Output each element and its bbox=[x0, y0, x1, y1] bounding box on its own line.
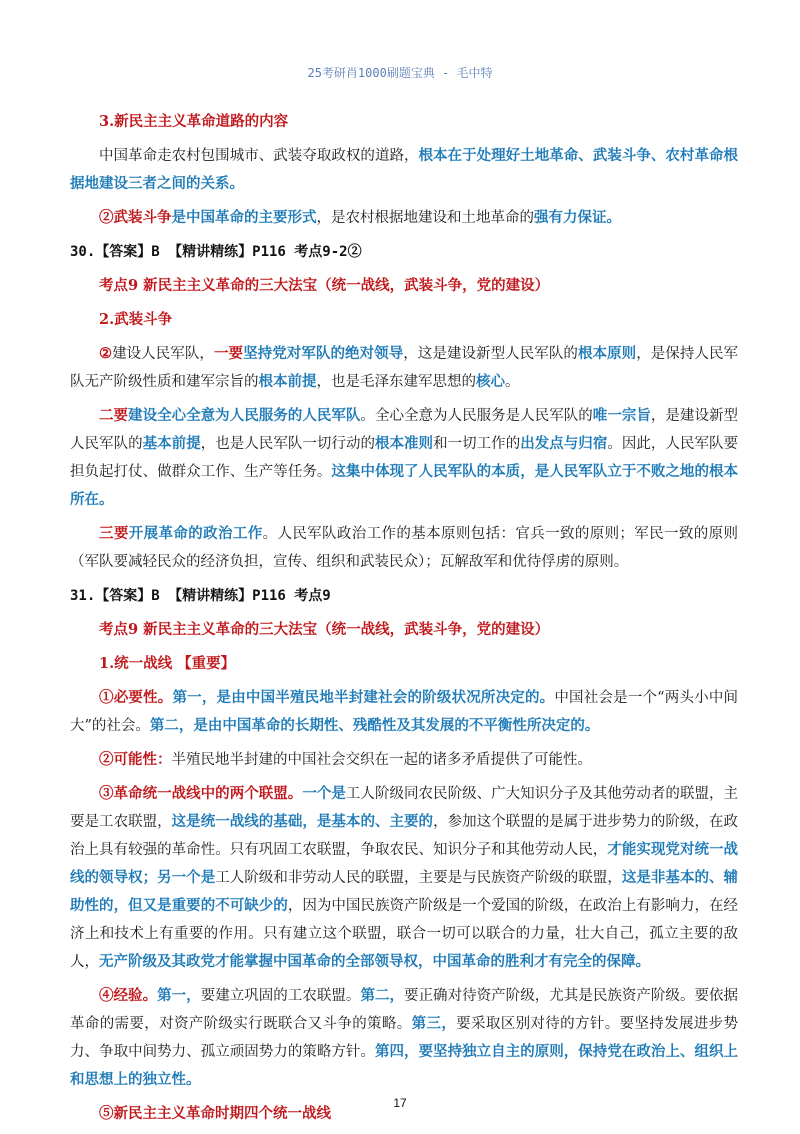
text-run: 建设全心全意为人民服务的人民军队 bbox=[128, 407, 361, 424]
text-run: 这集中体现了人民军队的本质，是人民军队立于不败之地的根本所在。 bbox=[70, 463, 739, 508]
paragraph bbox=[70, 684, 738, 740]
text-run: 第一， bbox=[157, 987, 201, 1004]
text-run: 半殖民地半封建的中国社会交织在一起的诸多矛盾提供了可能性。 bbox=[171, 752, 592, 768]
text-run: 。全心全意为人民服务是人民军队的 bbox=[360, 408, 593, 424]
section-heading bbox=[70, 108, 738, 136]
paragraph bbox=[70, 204, 738, 232]
paragraph bbox=[70, 142, 738, 198]
text-run: ③革命统一战线中的两个联盟。 bbox=[99, 785, 303, 802]
text-run: ①必要性。 bbox=[99, 689, 173, 706]
section-heading bbox=[70, 306, 738, 334]
text-run: ，是农村根据地建设和土地革命的 bbox=[316, 210, 534, 226]
running-header: 25考研肖1000刷题宝典 - 毛中特 bbox=[307, 66, 493, 80]
paragraph bbox=[70, 780, 738, 976]
text-run: 根本准则 bbox=[374, 435, 434, 452]
text-run: 1.统一战线 【重要】 bbox=[99, 655, 236, 672]
text-run: 开展革命的政治工作 bbox=[128, 525, 263, 542]
paragraph bbox=[70, 520, 738, 576]
text-run: 这是非基本的、辅助性的，但又是重要的不可缺少的 bbox=[70, 869, 739, 914]
text-run: ② bbox=[99, 345, 113, 362]
paragraph bbox=[70, 340, 738, 396]
text-run: 第四，要坚持独立自主的原则，保持党在政治上、组织上和思想上的独立性。 bbox=[70, 1043, 738, 1088]
text-run: 无产阶级及其政党才能掌握中国革命的全部领导权，中国革命的胜利才有完全的保障。 bbox=[99, 953, 650, 970]
text-run: 工人阶级和非劳动人民的联盟，主要是与民族资产阶级的联盟， bbox=[215, 870, 622, 886]
text-run: ，是建设新型人民军队的 bbox=[70, 408, 739, 452]
text-run: 建设人民军队， bbox=[112, 346, 214, 362]
text-run: ，也是人民军队一切行动的 bbox=[200, 436, 375, 452]
answer-line bbox=[70, 238, 738, 266]
section-heading bbox=[70, 650, 738, 678]
text-run: 。人民军队政治工作的基本原则包括：官兵一致的原则；军民一致的原则（军队要减轻民众的经济负担，宣传、组织和武装民众）；瓦解敌军和优待俘虏的原则。 bbox=[70, 526, 739, 570]
text-run: 第一，是由中国半殖民地半封建社会的阶级状况所决定的。 bbox=[172, 689, 555, 706]
text-run: 要建立巩固的工农联盟。 bbox=[200, 988, 361, 1004]
text-run: 31.【答案】B 【精讲精练】P116 考点9 bbox=[70, 588, 331, 604]
text-run: 根本前提 bbox=[258, 373, 317, 390]
paragraph bbox=[70, 746, 738, 774]
topic-heading bbox=[70, 616, 738, 644]
text-run: 考点9 新民主主义革命的三大法宝（统一战线，武装斗争，党的建设） bbox=[99, 277, 550, 294]
text-run: ，是保持人民军队无产阶级性质和建军宗旨的 bbox=[70, 346, 739, 390]
text-run: 二要 bbox=[99, 407, 129, 424]
text-run: 根本原则 bbox=[577, 345, 637, 362]
text-run: 考点9 新民主主义革命的三大法宝（统一战线，武装斗争，党的建设） bbox=[99, 621, 550, 638]
topic-heading bbox=[70, 272, 738, 300]
text-run: ⑤新民主主义革命时期四个统一战线 bbox=[99, 1105, 331, 1122]
text-run: 根本在于处理好土地革命、武装斗争、农村革命根据地建设三者之间的关系。 bbox=[70, 147, 739, 192]
text-run: 第二， bbox=[360, 987, 405, 1004]
text-run: 三要 bbox=[99, 525, 129, 542]
text-run: 2.武装斗争 bbox=[99, 311, 173, 328]
text-run: 这是统一战线的基础，是基本的、主要的 bbox=[171, 813, 434, 830]
text-run: ，参加这个联盟的是属于进步势力的阶级，在政治上具有较强的革命性。只有巩固工农联盟，争取农民、知识分子和其他劳动人民， bbox=[70, 814, 739, 858]
text-run: ②可能性： bbox=[99, 751, 172, 768]
page-number: 17 bbox=[393, 1096, 407, 1110]
text-run: 要正确对待资产阶级，尤其是民族资产阶级。要依据革命的需要，对资产阶级实行既联合又斗争的策略。 bbox=[70, 988, 739, 1032]
paragraph bbox=[70, 402, 738, 514]
text-run: 强有力保证。 bbox=[534, 209, 621, 226]
text-run: ，也是毛泽东建军思想的 bbox=[316, 374, 476, 390]
text-run: 基本前提 bbox=[142, 435, 201, 452]
text-run: ②武装斗争 bbox=[99, 209, 172, 226]
text-run: 是中国革命的主要形式 bbox=[171, 209, 317, 226]
text-run: 一个是 bbox=[302, 785, 346, 802]
text-run: 3.新民主主义革命道路的内容 bbox=[99, 113, 289, 130]
text-run: 。 bbox=[505, 374, 520, 390]
text-run: 核心 bbox=[476, 373, 505, 390]
text-run: 工人阶级同农民阶级、广大知识分子及其他劳动者的联盟，主要是工农联盟， bbox=[70, 786, 739, 830]
text-run: ，因为中国民族资产阶级是一个爱国的阶级，在政治上有影响力，在经济上和技术上有重要的作用。只有建立这个联盟，联合一切可以联合的力量，壮大自己，孤立主要的敌人， bbox=[70, 898, 739, 970]
text-run: 和一切工作的 bbox=[433, 436, 521, 452]
text-run: 第三， bbox=[411, 1015, 457, 1032]
text-run: 才能实现党对统一战线的领导权；另一个是 bbox=[70, 841, 739, 886]
text-run: 要采取区别对待的方针。要坚持发展进步势力、争取中间势力、孤立顽固势力的策略方针。 bbox=[70, 1016, 739, 1060]
answer-line bbox=[70, 582, 738, 610]
text-run: 中国社会是一个“两头小中间大”的社会。 bbox=[70, 690, 739, 734]
text-run: 唯一宗旨 bbox=[592, 407, 651, 424]
text-run: 。因此，人民军队要担负起打仗、做群众工作、生产等任务。 bbox=[70, 436, 739, 480]
text-run: 坚持党对军队的绝对领导 bbox=[243, 345, 404, 362]
text-run: 第二，是由中国革命的长期性、残酷性及其发展的不平衡性所决定的。 bbox=[149, 717, 600, 734]
text-run: ④经验。 bbox=[99, 987, 158, 1004]
text-run: ，这是建设新型人民军队的 bbox=[403, 346, 578, 362]
text-run: 出发点与归宿 bbox=[520, 435, 608, 452]
text-run: 30.【答案】B 【精讲精练】P116 考点9-2② bbox=[70, 244, 362, 260]
page-content bbox=[70, 108, 738, 1134]
text-run: 一要 bbox=[213, 345, 244, 362]
paragraph bbox=[70, 982, 738, 1094]
text-run: 中国革命走农村包围城市、武装夺取政权的道路， bbox=[99, 148, 419, 164]
